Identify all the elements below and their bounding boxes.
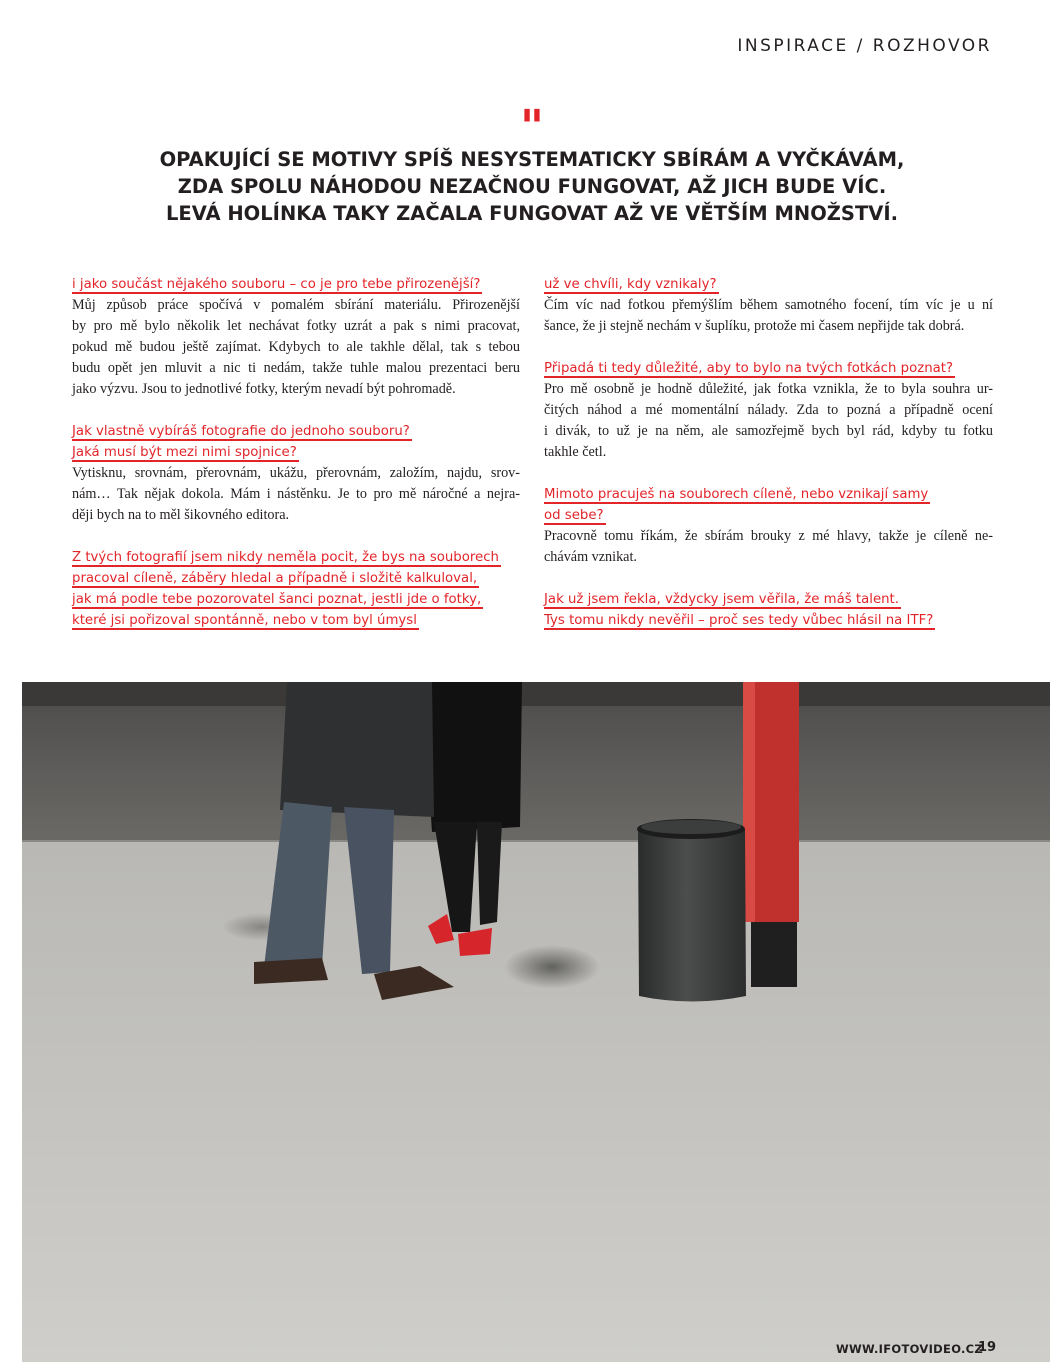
question-line: už ve chvíli, kdy vznikaly? xyxy=(544,277,717,292)
answer-line: jako výzvu. Jsou to jednotlivé fotky, kterým nevadí být pohromadě. xyxy=(72,381,456,397)
answer xyxy=(544,379,993,463)
section-label: INSPIRACE / ROZHOVOR xyxy=(737,36,992,56)
question-line: Jaká musí být mezi nimi spojnice? xyxy=(72,445,297,460)
pullquote xyxy=(0,146,1050,227)
question xyxy=(544,589,993,631)
question-line: které jsi pořizoval spontánně, nebo v tom byl úmysl xyxy=(72,613,417,628)
pullquote-line: ZDA SPOLU NÁHODOU NEZAČNOU FUNGOVAT, AŽ JICH BUDE VÍC. xyxy=(177,175,887,198)
answer-line: pokud mě budou ještě zajímat. Kdybych to ale takhle dělal, tak s tebou xyxy=(72,339,520,355)
question xyxy=(544,358,993,379)
answer xyxy=(544,295,993,337)
question-line: Mimoto pracuješ na souborech cíleně, nebo vznikají samy xyxy=(544,487,929,502)
answer-line: Vytisknu, srovnám, přerovnám, ukážu, přerovnám, založím, najdu, srov- xyxy=(72,465,520,481)
question-line: i jako součást nějakého souboru – co je pro tebe přirozenější? xyxy=(72,277,481,292)
answer-line: takhle četl. xyxy=(544,444,607,460)
question-line: jak má podle tebe pozorovatel šanci poznat, jestli jde o fotky, xyxy=(72,592,482,607)
question xyxy=(72,421,520,463)
answer-line: Pro mě osobně je hodně důležité, jak fotka vznikla, že to byla souhra ur- xyxy=(544,381,993,397)
platform-floor xyxy=(22,840,1050,1362)
question-line: Tys tomu nikdy nevěřil – proč ses tedy vůbec hlásil na ITF? xyxy=(544,613,934,628)
answer xyxy=(544,526,993,568)
answer-line: Pracovně tomu říkám, že sbírám brouky z mé hlavy, takže je cíleně ne- xyxy=(544,528,993,544)
question-line: Jak už jsem řekla, vždycky jsem věřila, že máš talent. xyxy=(544,592,899,607)
photo xyxy=(22,682,1050,1362)
answer-line: šance, že ji stejně nechám v šuplíku, protože mi časem nepřijde tak dobrá. xyxy=(544,318,965,334)
answer xyxy=(72,295,520,400)
footer-url: WWW.IFOTOVIDEO.CZ xyxy=(836,1342,984,1356)
pullquote-line: OPAKUJÍCÍ SE MOTIVY SPÍŠ NESYSTEMATICKY SBÍRÁM A VYČKÁVÁM, xyxy=(159,148,905,171)
question xyxy=(72,274,520,295)
answer-line: nám… Tak nějak dokola. Mám i nástěnku. Je to pro mě náročné a nejra- xyxy=(72,486,520,502)
answer-line: budu opět jen mluvit a nic ti nedám, takže tuhle malou prezentaci beru xyxy=(72,360,520,376)
red-pole xyxy=(743,682,799,987)
left-column xyxy=(72,274,520,631)
question-line: Jak vlastně vybíráš fotografie do jednoho souboru? xyxy=(72,424,410,439)
right-column xyxy=(544,274,993,631)
answer-line: ději bych na to měl šikovného editora. xyxy=(72,507,290,523)
platform-wall xyxy=(22,682,1050,842)
question-line: Připadá ti tedy důležité, aby to bylo na tvých fotkách poznat? xyxy=(544,361,954,376)
answer-line: Čím víc nad fotkou přemýšlím během samotného focení, tím víc je u ní xyxy=(544,297,993,313)
pullquote-line: LEVÁ HOLÍNKA TAKY ZAČALA FUNGOVAT AŽ VE VĚTŠÍM MNOŽSTVÍ. xyxy=(165,202,899,225)
answer xyxy=(72,463,520,526)
question xyxy=(72,547,520,631)
quote-mark-icon: " xyxy=(520,100,544,154)
answer-line: by pro mě bylo několik let nechávat fotky uzrát a pak s nimi pracovat, xyxy=(72,318,520,334)
answer-line: čitých náhod a mé momentální nálady. Zda to pozná a případně ocení xyxy=(544,402,993,418)
question-line: Z tvých fotografií jsem nikdy neměla pocit, že bys na souborech xyxy=(72,550,499,565)
question xyxy=(544,274,993,295)
question-line: od sebe? xyxy=(544,508,604,523)
page-number: 19 xyxy=(978,1340,997,1355)
question-line: pracoval cíleně, záběry hledal a případně i složitě kalkuloval, xyxy=(72,571,478,586)
trash-bin xyxy=(637,819,746,1002)
question xyxy=(544,484,993,526)
answer-line: i divák, to už je na něm, ale samozřejmě bych byl rád, kdyby tu fotku xyxy=(544,423,993,439)
answer-line: Můj způsob práce spočívá v pomalém sbírání materiálu. Přirozenější xyxy=(72,297,520,313)
answer-line: chávám vznikat. xyxy=(544,549,637,565)
